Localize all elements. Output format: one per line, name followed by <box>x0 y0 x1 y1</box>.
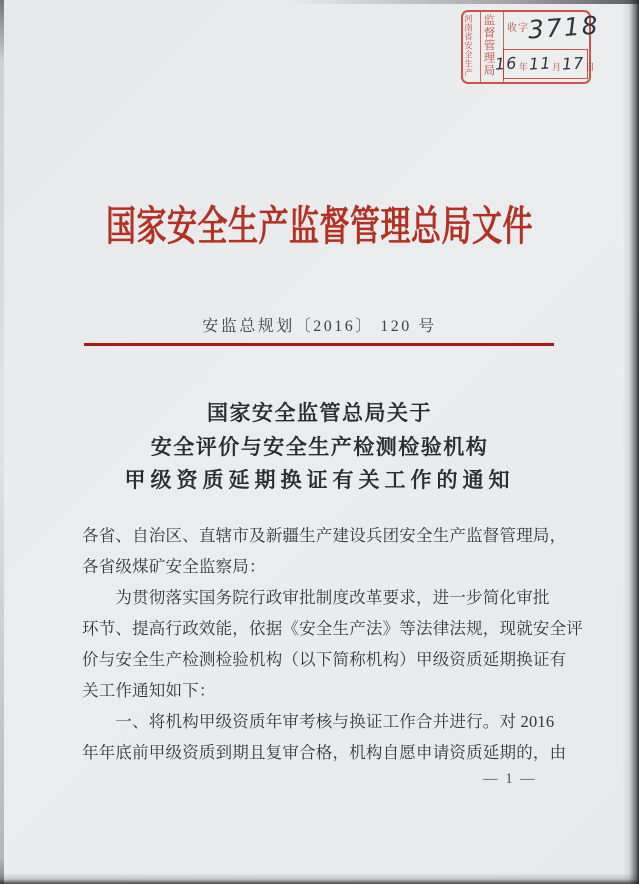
body-text-line: 环节、提高行政效能，依据《安全生产法》等法律法规，现就安全评 <box>82 619 583 638</box>
scan-shadow-right-edge <box>623 0 639 884</box>
body-text-line: 年年底前甲级资质到期且复审合格，机构自愿申请资质延期的，由 <box>82 743 567 762</box>
subject-title-line: 安全评价与安全生产检测检验机构 <box>150 434 489 459</box>
subject-title <box>0 397 639 498</box>
body-text-line: 为贯彻落实国务院行政审批制度改革要求，进一步简化审批 <box>82 588 550 607</box>
scan-shadow-left-edge <box>0 0 4 884</box>
subject-title-line: 甲级资质延期换证有关工作的通知 <box>124 468 515 492</box>
stamp-date-box <box>494 49 595 79</box>
body-text <box>82 520 583 768</box>
stamp-receipt-number-label: 收字 <box>507 23 529 34</box>
stamp-fields <box>494 10 601 82</box>
red-separator-rule <box>84 343 554 346</box>
scan-shadow-bottom-edge <box>0 873 639 884</box>
stamp-date-month: 11 <box>528 52 552 74</box>
document-letterhead-title-text: 国家安全生产监督管理总局文件 <box>106 204 533 250</box>
stamp-date-month-unit: 月 <box>552 61 562 72</box>
document-reference-number: 安监总规划〔2016〕 120 号 <box>202 318 437 335</box>
stamp-org-column-left: 河南省安全生产 <box>463 12 481 82</box>
document-letterhead-title <box>0 202 639 254</box>
body-text-line: 各省级煤矿安全监察局： <box>82 557 266 576</box>
body-text-line: 价与安全生产检测检验机构（以下简称机构）甲级资质延期换证有 <box>82 650 567 669</box>
stamp-date-year-unit: 年 <box>518 61 528 72</box>
body-text-line: 各省、自治区、直辖市及新疆生产建设兵团安全生产监督管理局， <box>82 526 567 545</box>
page-number: — 1 — <box>483 771 537 787</box>
stamp-date-year: 16 <box>494 52 519 74</box>
stamp-date-day: 17 <box>561 52 586 74</box>
stamp-org-column-right: 监督管理局 <box>481 12 504 82</box>
scan-shadow-top-edge <box>0 0 639 4</box>
body-text-line: 关工作通知如下： <box>82 681 216 700</box>
subject-title-line: 国家安全监管总局关于 <box>207 401 432 425</box>
stamp-date-day-unit: 日 <box>585 61 595 72</box>
body-text-line: 一、将机构甲级资质年审考核与换证工作合并进行。对 2016 <box>82 712 555 731</box>
stamp-receipt-number-handwritten: 3718 <box>527 10 601 45</box>
receipt-stamp <box>461 10 601 84</box>
